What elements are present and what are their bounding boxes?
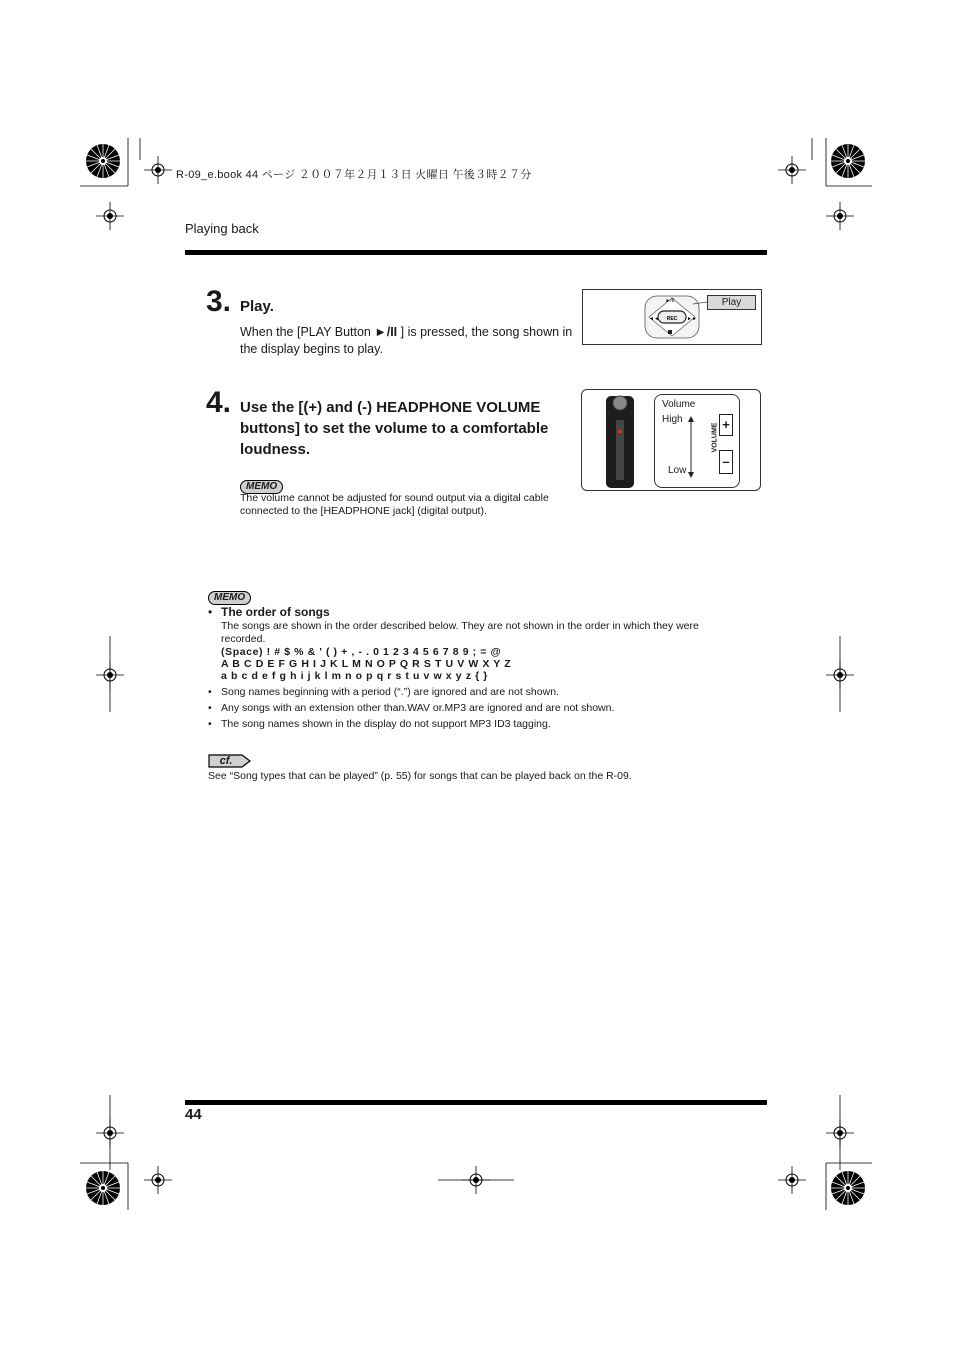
memo-bullet-1 (208, 605, 708, 682)
file-info-header: R-09_e.book 44 ページ ２００７年２月１３日 火曜日 午後３時２７分 (176, 169, 532, 181)
rewind-icon: ◄◄ (649, 316, 659, 322)
order-of-songs-text: The songs are shown in the order described below. They are not shown in the order in which they were recorded. (221, 620, 699, 645)
cf-label: cf. (219, 755, 233, 767)
forward-icon: ►► (687, 316, 697, 322)
bottom-rule (185, 1100, 767, 1105)
play-callout-label: Play (707, 295, 756, 310)
volume-label: Volume (662, 399, 696, 410)
memo-bullet-4: • The song names shown in the display do not support MP3 ID3 tagging. (208, 718, 708, 731)
memo-bullet-3: • Any songs with an extension other than.WAV or.MP3 are ignored and are not shown. (208, 702, 708, 715)
play-button-diagram (582, 289, 762, 345)
top-rule (185, 250, 767, 255)
cf-badge (208, 754, 252, 768)
char-order-line-1: (Space) ! # $ % & ' ( ) + , - . 0 1 2 3 4 5 6 7 8 9 ; = @ (221, 646, 502, 658)
step-4-memo-text: The volume cannot be adjusted for sound output via a digital cable connected to the [HEADPHONE jack] (digital output). (240, 492, 549, 517)
volume-plus-button: + (719, 414, 733, 436)
play-pause-symbol: ►/II (374, 325, 398, 339)
volume-range-arrow-icon (686, 416, 696, 478)
step-4-number: 4. (206, 386, 232, 419)
play-icon: ►/II (665, 298, 675, 304)
device-graphic (594, 390, 654, 490)
step-3-body (240, 324, 576, 358)
memo-section-content (208, 605, 708, 731)
stop-icon (668, 330, 672, 334)
memo-badge: MEMO (240, 480, 283, 494)
cf-text: See “Song types that can be played” (p. 55) for songs that can be played back on the R-09. (208, 770, 632, 782)
rec-label: REC (666, 316, 678, 322)
memo-bullet-list (208, 605, 708, 731)
memo-badge-2: MEMO (208, 591, 251, 605)
memo-section-badge (208, 587, 251, 605)
high-label: High (662, 414, 683, 425)
order-of-songs-title: The order of songs (221, 605, 330, 619)
step-3-body-part1: When the [PLAY Button (240, 325, 375, 339)
step-4-title: Use the [(+) and (-) HEADPHONE VOLUME buttons] to set the volume to a comfortable loudness. (240, 399, 549, 458)
volume-side-label: VOLUME (711, 422, 719, 453)
step-3-body-part2: ] is pressed, the song shown in the display begins to play. (240, 325, 573, 356)
page-number: 44 (185, 1106, 202, 1123)
step-3-number: 3. (206, 285, 232, 318)
memo-bullet-2: • Song names beginning with a period (“.”) are ignored and are not shown. (208, 686, 708, 699)
step-3-title: Play. (240, 298, 274, 315)
char-order-line-2: A B C D E F G H I J K L M N O P Q R S T U V W X Y Z (221, 658, 512, 670)
volume-minus-button: – (719, 450, 733, 474)
volume-diagram (581, 389, 761, 491)
section-title: Playing back (185, 221, 259, 236)
char-order-line-3: a b c d e f g h i j k l m n o p q r s t u v w x y z { } (221, 670, 488, 682)
low-label: Low (668, 465, 687, 476)
